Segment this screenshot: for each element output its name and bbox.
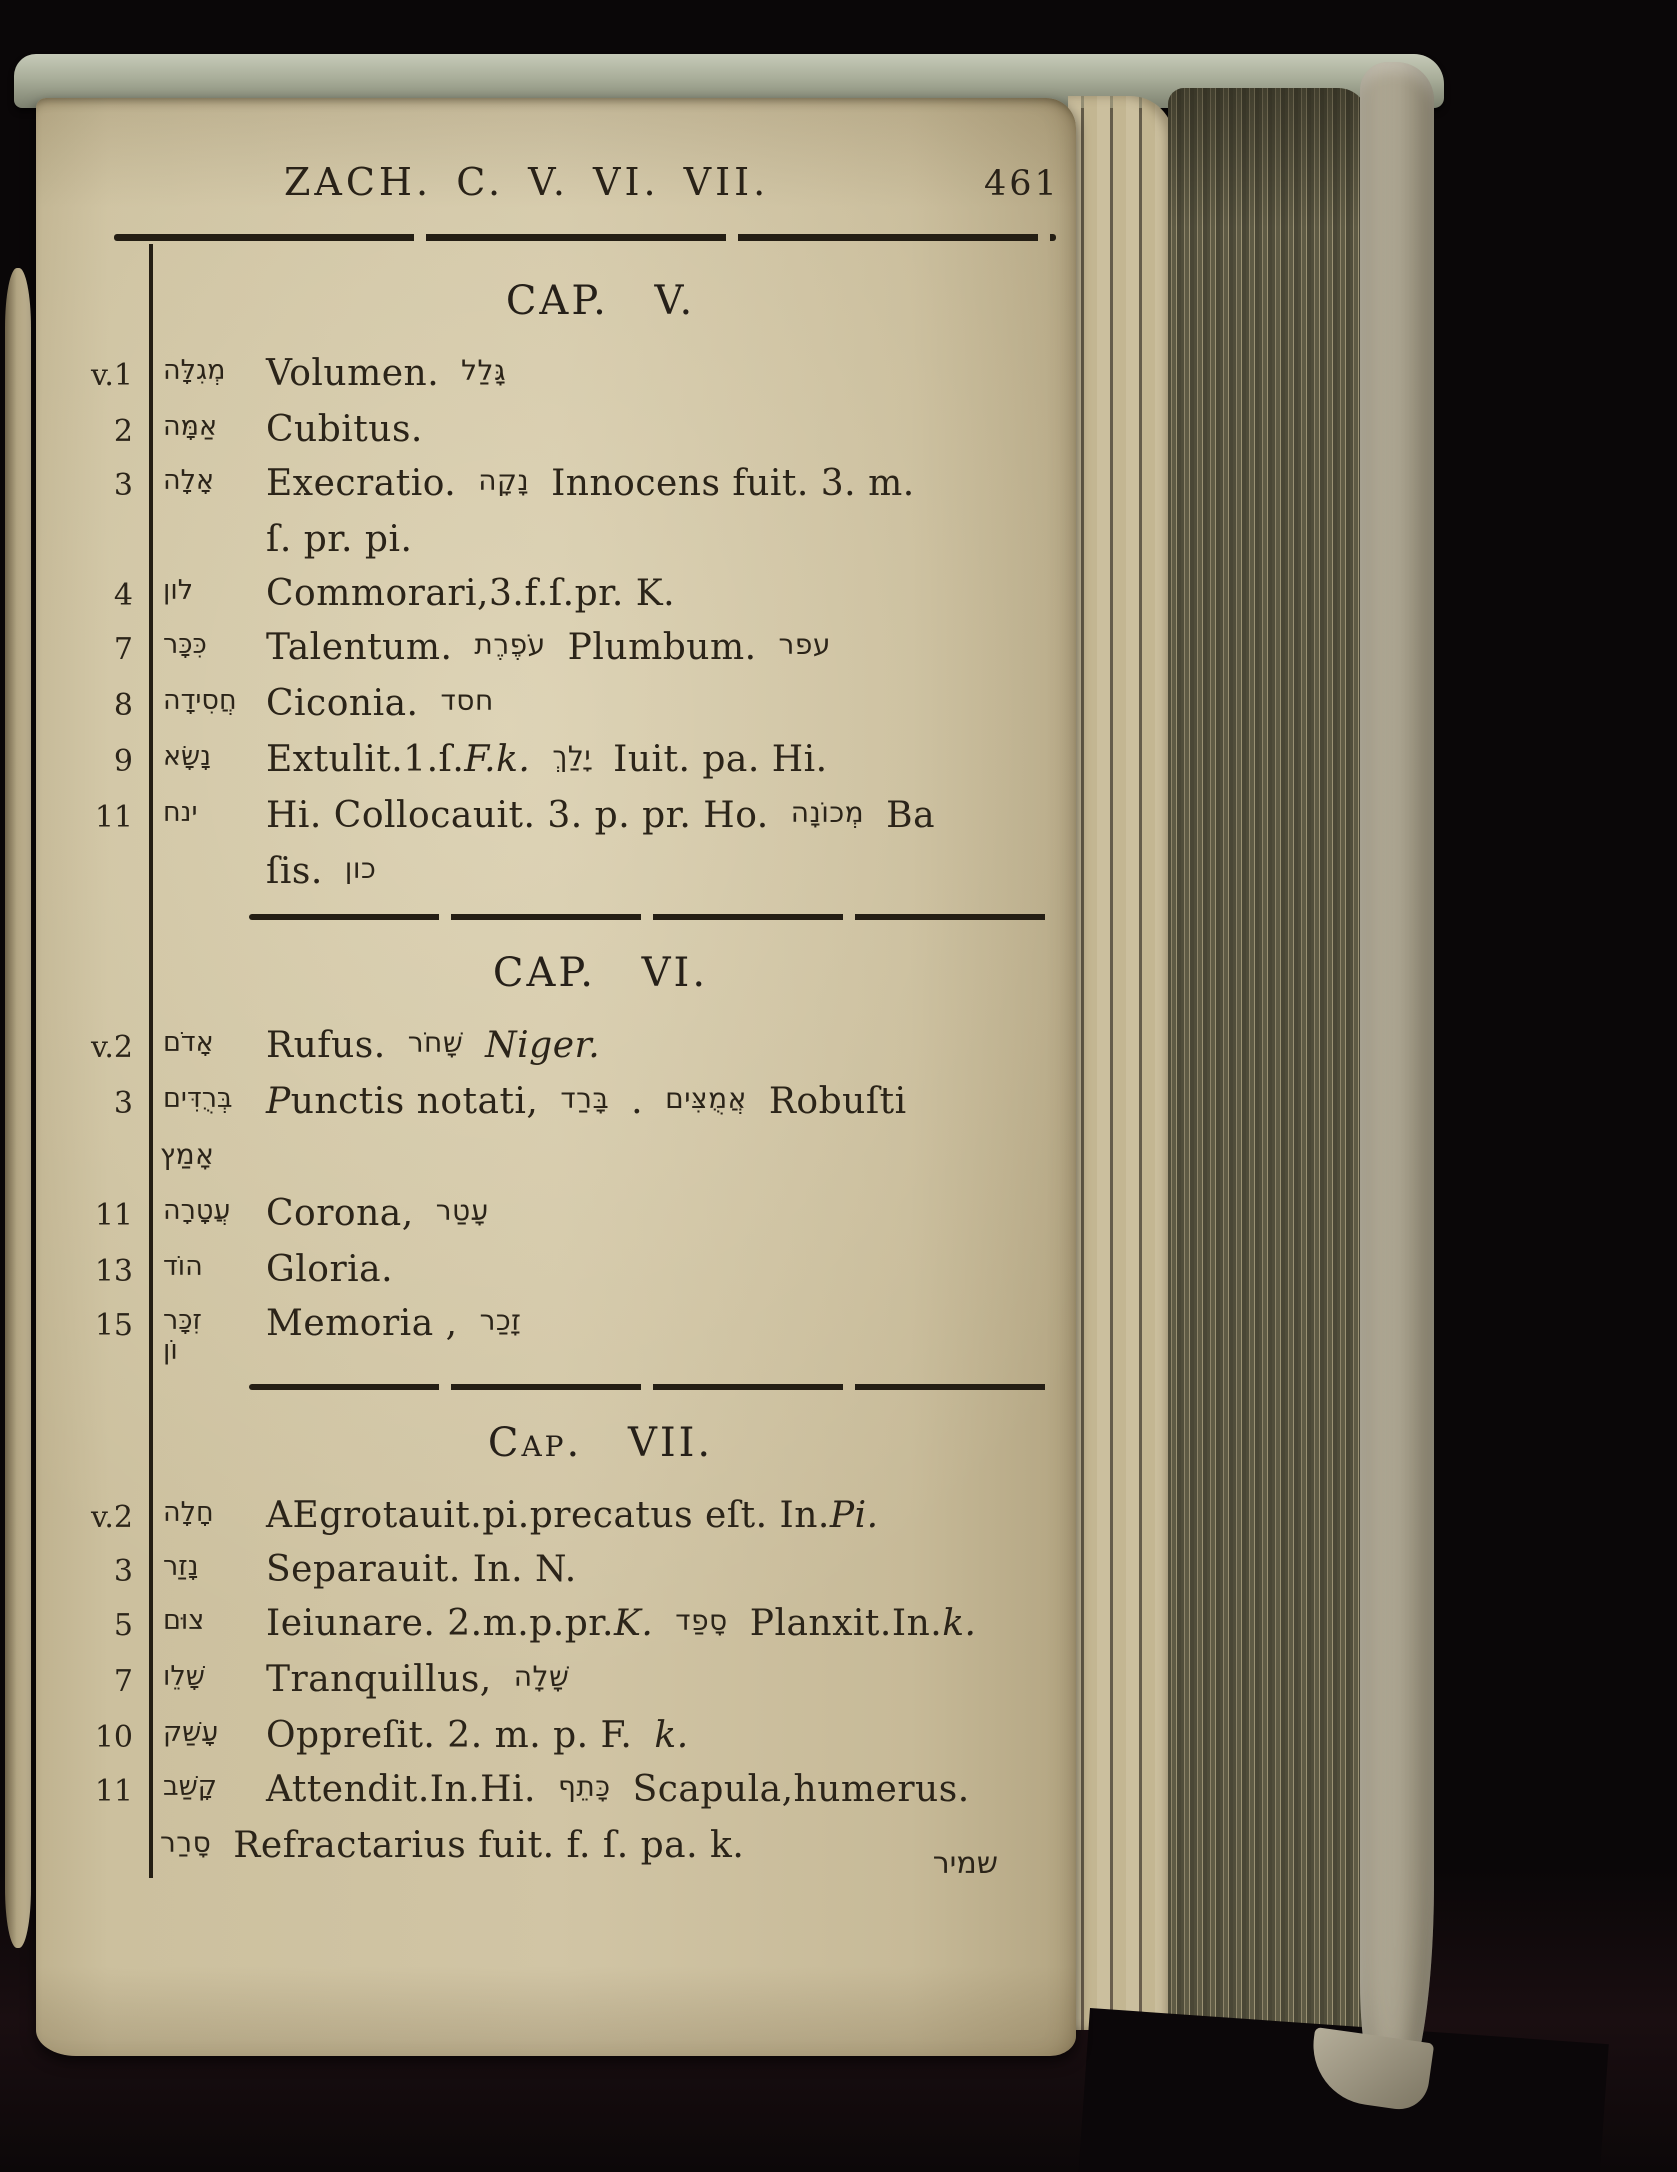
entry-text: [266, 738, 1076, 784]
entry-text: [266, 1302, 1076, 1348]
glossary-row: [36, 1248, 1076, 1292]
hebrew-margin-word: לון: [163, 575, 194, 606]
latin-text-segment: Iuit. pa. Hi.: [613, 739, 828, 780]
latin-text-segment: Memoria ,: [266, 1303, 458, 1344]
entry-text: [266, 626, 1076, 672]
hebrew-margin-word: עָשַׁק: [163, 1717, 219, 1748]
hebrew-margin-word: עֲטָרָה: [163, 1195, 231, 1226]
latin-text-segment: Cubitus.: [266, 409, 423, 450]
verse-number: v.2: [90, 1500, 133, 1535]
latin-text-segment: Refractarius fuit. f. ſ. pa. k.: [233, 1825, 745, 1866]
glossary-row: [36, 1080, 1076, 1126]
hebrew-inline-word: אָמַץ: [160, 1138, 215, 1171]
page-fore-edge-light: [1068, 96, 1174, 2030]
entry-text: [266, 1548, 1076, 1592]
glossary-row: [36, 572, 1076, 616]
hebrew-margin-word: חָלָה: [163, 1497, 214, 1528]
hebrew-margin-word: [149, 518, 266, 522]
hebrew-margin-word: שָׁלֵו: [163, 1661, 205, 1692]
verse-number: 10: [94, 1720, 133, 1755]
glossary-row: [36, 850, 1076, 896]
latin-text-segment: Corona,: [266, 1193, 414, 1234]
glossary-row: [36, 682, 1076, 728]
hebrew-margin-word: הוֹד: [163, 1251, 203, 1282]
glossary-row: [36, 1548, 1076, 1592]
page-block-fore-edge: [1168, 88, 1368, 2034]
running-header: ZACH. C. V. VI. VII.: [284, 160, 770, 204]
latin-text-segment: Rufus.: [266, 1025, 386, 1066]
hebrew-inline-word: כָּתֵף: [557, 1770, 611, 1803]
latin-text-segment: Ieiunare. 2.m.p.pr.: [266, 1603, 614, 1644]
glossary-row: [36, 352, 1076, 398]
glossary-row: [36, 1494, 1076, 1538]
latin-text-segment: Scapula,humerus.: [632, 1769, 970, 1810]
entry-text: [266, 518, 1076, 562]
catchword: שמיר: [932, 1846, 998, 1881]
hebrew-inline-word: מְכוֹנָה: [790, 796, 865, 829]
hebrew-inline-word: יָלַךְ: [552, 740, 592, 773]
entry-text: [266, 794, 1076, 840]
header-rule: [114, 234, 1056, 241]
latin-text-segment: k.: [942, 1603, 977, 1644]
verse-number: 3: [113, 468, 133, 503]
hebrew-inline-word: עֹפֶרֶת: [474, 628, 546, 661]
glossary-row: [36, 1658, 1076, 1704]
hebrew-inline-word: בָּרַד: [560, 1082, 610, 1115]
verse-number: 4: [113, 578, 133, 613]
hebrew-margin-word: אָלָה: [163, 465, 215, 496]
latin-text-segment: Separauit. In. N.: [266, 1549, 577, 1590]
hebrew-inline-word: כון: [344, 852, 377, 885]
glossary-row: [36, 462, 1076, 508]
latin-text-segment: Robuſti: [768, 1081, 907, 1122]
glossary-row: [36, 738, 1076, 784]
verse-number: [36, 1136, 149, 1142]
glossary-row: [36, 408, 1076, 452]
latin-text-segment: Niger.: [485, 1025, 601, 1066]
hebrew-margin-word: בְּרֻדִּים: [163, 1083, 233, 1114]
hebrew-margin-word: [149, 850, 266, 854]
entry-text: [266, 1602, 1076, 1648]
latin-text-segment: Plumbum.: [567, 627, 757, 668]
latin-text-segment: ſ. pr. pi.: [266, 519, 413, 560]
page-number: 461: [984, 164, 1060, 204]
section-title: CAP. V.: [505, 278, 696, 324]
latin-text-segment: Ciconia.: [266, 683, 419, 724]
latin-text-segment: Extulit.1.ſ.: [266, 739, 465, 780]
section-title: CAP. VI.: [492, 950, 709, 996]
hebrew-inline-word: נָקָה: [478, 464, 530, 497]
glossary-row: [36, 794, 1076, 840]
glossary-row: [36, 1136, 1076, 1182]
hebrew-inline-word: זָכַר: [479, 1304, 522, 1337]
hebrew-inline-word: עפר: [778, 628, 831, 661]
entry-text: [266, 1192, 1076, 1238]
hebrew-margin-word: חֲסִידָה: [163, 685, 237, 716]
latin-text-segment: Tranquillus,: [266, 1659, 492, 1700]
verse-number: 3: [113, 1554, 133, 1589]
latin-text-segment: Oppreſit. 2. m. p. F.: [266, 1715, 633, 1756]
book-cover-right-edge: [1360, 62, 1434, 2102]
verse-number: v.1: [90, 358, 133, 393]
section-divider: [249, 914, 1049, 920]
verse-number: [36, 518, 149, 524]
entry-text: [266, 1248, 1076, 1292]
entry-text: [266, 352, 1076, 398]
latin-text-segment: Hi. Collocauit. 3. p. pr. Ho.: [266, 795, 769, 836]
verse-number: [36, 1824, 149, 1830]
latin-text-segment: Volumen.: [266, 353, 440, 394]
hebrew-margin-word: נָשָׂא: [163, 741, 211, 772]
latin-text-segment: P: [266, 1081, 291, 1122]
latin-text-segment: .: [631, 1081, 644, 1122]
entry-text: [266, 572, 1076, 616]
glossary-row: [36, 1192, 1076, 1238]
verse-number: 11: [94, 800, 133, 835]
glossary-row: [36, 1024, 1076, 1070]
latin-text-segment: K.: [613, 1603, 654, 1644]
latin-text-segment: Gloria.: [266, 1249, 394, 1290]
entry-text: [266, 462, 1076, 508]
glossary-row: [36, 1714, 1076, 1758]
glossary-content: [36, 248, 1076, 1880]
entry-text: [266, 850, 1076, 896]
section-title: Cap. VII.: [487, 1420, 714, 1466]
hebrew-inline-word: סָפַד: [675, 1604, 728, 1637]
entry-text: [266, 408, 1076, 452]
verse-number: 11: [94, 1198, 133, 1233]
hebrew-inline-word: חסד: [440, 684, 494, 717]
latin-text-segment: AEgrotauit.pi.precatus eſt. In.: [266, 1495, 830, 1536]
hebrew-inline-word: סָרַר: [160, 1826, 212, 1859]
verse-number: 11: [94, 1774, 133, 1809]
verse-number: v.2: [90, 1030, 133, 1065]
glossary-row: [36, 1768, 1076, 1814]
entry-text: [266, 1768, 1076, 1814]
hebrew-margin-word: צוּם: [163, 1605, 205, 1636]
verse-number: 13: [94, 1254, 133, 1289]
verse-number: 9: [113, 744, 133, 779]
hebrew-margin-word: אַמָּה: [163, 411, 218, 442]
glossary-row: [36, 1302, 1076, 1366]
book-page: [36, 98, 1076, 2056]
entry-text: [266, 1714, 1076, 1758]
hebrew-inline-word: גָּלַל: [461, 354, 507, 387]
entry-text: [266, 1024, 1076, 1070]
entry-text: [266, 682, 1076, 728]
latin-text-segment: F.k.: [464, 739, 531, 780]
section-divider: [249, 1384, 1049, 1390]
hebrew-margin-word: קָשַׁב: [163, 1771, 217, 1802]
hebrew-margin-word: נָזַר: [163, 1551, 199, 1582]
latin-text-segment: Execratio.: [266, 463, 457, 504]
opposite-page-sliver: [5, 268, 31, 1948]
hebrew-inline-word: עָטַר: [435, 1194, 489, 1227]
glossary-row: [36, 1602, 1076, 1648]
latin-text-segment: Talentum.: [266, 627, 453, 668]
latin-text-segment: unctis notati,: [290, 1081, 539, 1122]
hebrew-margin-word: כִּכָּר: [163, 629, 207, 660]
latin-text-segment: Planxit.In.: [749, 1603, 943, 1644]
hebrew-inline-word: אֲמֻצִּים: [665, 1082, 747, 1115]
entry-text: [160, 1136, 1076, 1182]
glossary-row: [36, 518, 1076, 562]
verse-number: [36, 850, 149, 856]
verse-number: 7: [113, 1664, 133, 1699]
entry-text: [266, 1080, 1076, 1126]
hebrew-margin-word: ינח: [163, 797, 198, 828]
hebrew-margin-word: זִכָּר וֹן: [163, 1305, 202, 1366]
latin-text-segment: ſis.: [266, 851, 323, 892]
latin-text-segment: Commorari,3.f.ſ.pr. K.: [266, 573, 676, 614]
verse-number: 5: [113, 1608, 133, 1643]
latin-text-segment: Pi.: [829, 1495, 879, 1536]
entry-text: [266, 1494, 1076, 1538]
verse-number: 2: [113, 414, 133, 449]
latin-text-segment: Attendit.In.Hi.: [266, 1769, 536, 1810]
glossary-row: [36, 626, 1076, 672]
hebrew-margin-word: מְגִלָּה: [163, 355, 226, 386]
entry-text: [266, 1658, 1076, 1704]
latin-text-segment: k.: [654, 1715, 689, 1756]
hebrew-margin-word: אָדֹם: [163, 1027, 214, 1058]
verse-number: 3: [113, 1086, 133, 1121]
verse-number: 15: [94, 1308, 133, 1343]
latin-text-segment: Innocens fuit. 3. m.: [551, 463, 915, 504]
verse-number: 8: [113, 688, 133, 723]
latin-text-segment: Ba: [886, 795, 936, 836]
hebrew-inline-word: שָׁלָה: [513, 1660, 570, 1693]
hebrew-inline-word: שָׁחֹר: [407, 1026, 464, 1059]
verse-number: 7: [113, 632, 133, 667]
